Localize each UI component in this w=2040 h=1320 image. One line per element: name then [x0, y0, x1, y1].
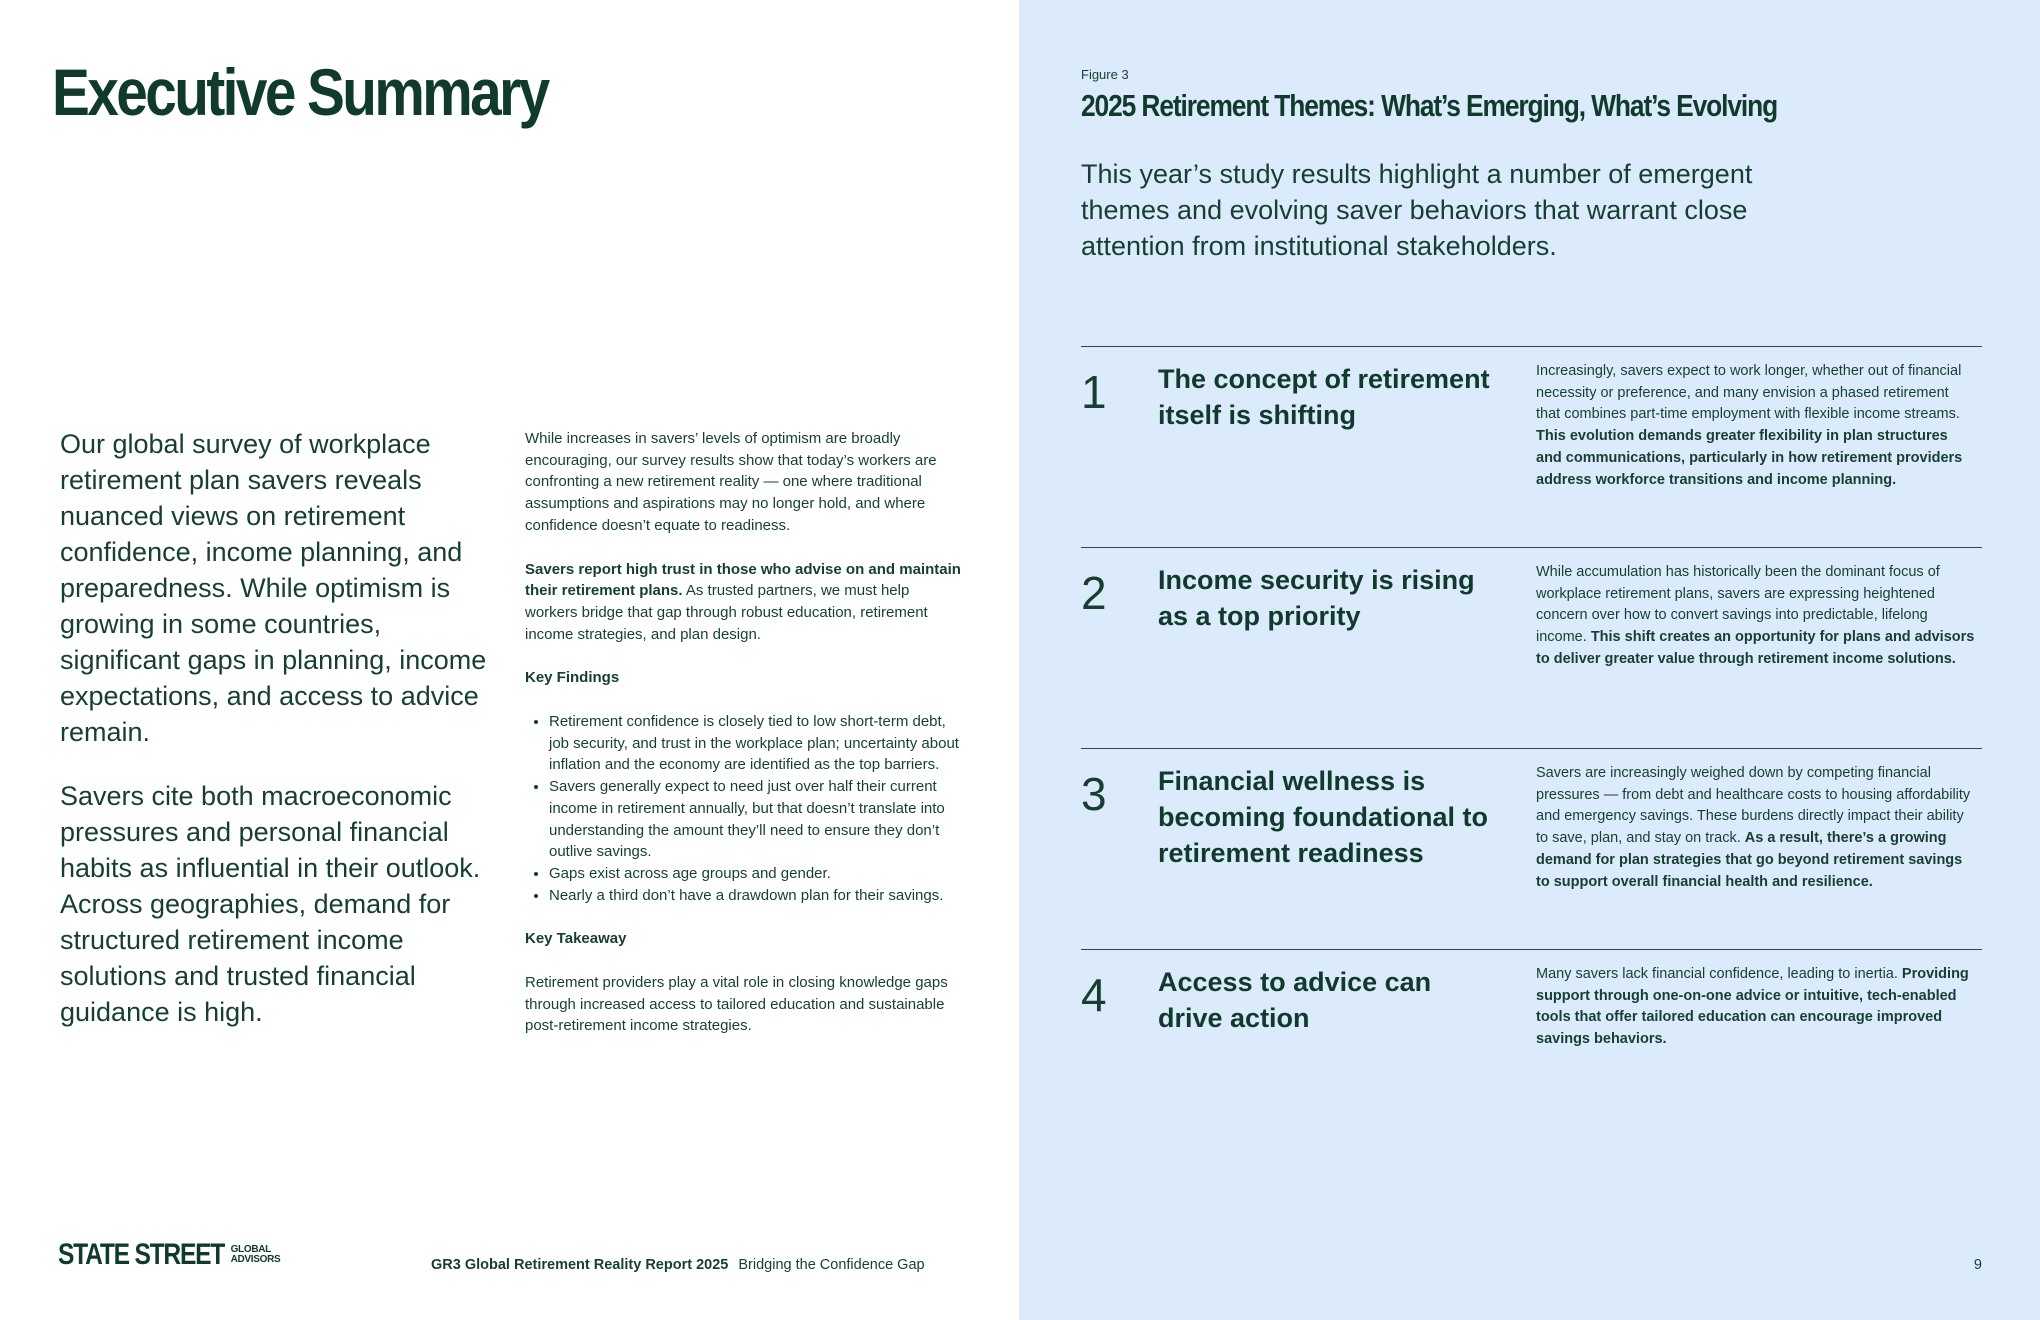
theme-number: 3 [1081, 768, 1107, 820]
theme-title: Income security is rising as a top priority [1158, 565, 1475, 631]
figure-intro: This year’s study results highlight a number of emergent themes and evolving saver behaviors that warrant close attention from institutional stakeholders. [1081, 159, 1753, 261]
list-item: • Savers generally expect to need just over half their current income in retirement annually, but that doesn’t translate into understanding the amount they’ll need to ensure they don’t outlive savings. [549, 776, 965, 863]
theme-title: Financial wellness is becoming foundational to retirement readiness [1158, 766, 1488, 868]
right-page [1019, 0, 2040, 1320]
theme-description [1536, 763, 1976, 893]
theme-item [1081, 346, 1982, 547]
key-findings-heading: Key Findings [525, 669, 620, 687]
theme-number: 1 [1081, 366, 1107, 418]
report-subtitle: Bridging the Confidence Gap [738, 1257, 925, 1273]
body-paragraph [525, 559, 965, 646]
key-takeaway-heading: Key Takeaway [525, 930, 627, 948]
body-text: As trusted partners, we must help workers bridge that gap through robust education, retirement income strategies, and plan design. [525, 582, 928, 643]
theme-description [1536, 964, 1976, 1051]
themes-list [1081, 346, 1982, 1150]
report-title: GR3 Global Retirement Reality Report 2025 [431, 1257, 729, 1273]
theme-title: The concept of retirement itself is shifting [1158, 364, 1490, 430]
theme-number: 2 [1081, 567, 1107, 619]
theme-desc-text: Savers are increasingly weighed down by competing financial pressures — from debt and healthcare costs to housing affordability and emergency savings. These burdens directly impact their ability to save, plan, and stay on track. [1536, 765, 1971, 847]
left-page [0, 0, 1019, 1320]
page-title: Executive Summary [52, 55, 548, 129]
body-strong-text: Savers report high trust in those who advise on and maintain their retirement plans. [525, 560, 961, 600]
theme-desc-text: Increasingly, savers expect to work longer, whether out of financial necessity or preference, and many envision a phased retirement that combines part-time employment with flexible income streams. [1536, 363, 1962, 423]
page-number: 9 [1973, 1257, 1982, 1273]
theme-number: 4 [1081, 969, 1107, 1021]
key-takeaway-text: Retirement providers play a vital role in closing knowledge gaps through increased access to tailored education and sustainable post-retirement income strategies. [525, 974, 948, 1035]
theme-desc-strong: This shift creates an opportunity for plans and advisors to deliver greater value through retirement income solutions. [1536, 629, 1975, 667]
list-item: • Gaps exist across age groups and gender. [549, 863, 965, 885]
theme-item [1081, 547, 1982, 748]
figure-title: 2025 Retirement Themes: What’s Emerging, What’s Evolving [1081, 88, 1778, 123]
theme-desc-text: While accumulation has historically been the dominant focus of workplace retirement plans, savers are expressing heightened concern over how to convert savings into predictable, lifelong income. [1536, 564, 1940, 646]
theme-desc-text: Many savers lack financial confidence, leading to inertia. [1536, 966, 1902, 982]
theme-desc-strong: This evolution demands greater flexibility in plan structures and communications, particularly in how retirement providers address workforce transitions and income planning. [1536, 428, 1963, 488]
logo-wordmark: STATE STREET [58, 1238, 225, 1271]
figure-label: Figure 3 [1081, 67, 1129, 82]
logo-subtitle: GLOBAL ADVISORS [230, 1244, 281, 1265]
intro-paragraph: Our global survey of workplace retirement plan savers reveals nuanced views on retirement confidence, income planning, and preparedness. While optimism is growing in some countries, significant gaps in planning, income expectations, and access to advice remain. [60, 429, 487, 747]
key-findings-list [525, 711, 965, 906]
theme-desc-strong: As a result, there’s a growing demand for plan strategies that go beyond retirement savings to support overall financial health and resilience. [1536, 830, 1963, 890]
list-item: • Nearly a third don’t have a drawdown plan for their savings. [549, 885, 965, 907]
body-paragraph: While increases in savers’ levels of optimism are broadly encouraging, our survey results show that today’s workers are confronting a new retirement reality — one where traditional assumptions and aspirations may no longer hold, and where confidence doesn’t equate to readiness. [525, 430, 937, 534]
theme-item [1081, 748, 1982, 949]
footer-report-title [431, 1257, 925, 1273]
intro-text [60, 426, 500, 1058]
body-column [525, 428, 965, 1059]
intro-paragraph: Savers cite both macroeconomic pressures and personal financial habits as influential in their outlook. Across geographies, demand for structured retirement income solutions and trusted financial guidance is high. [60, 781, 481, 1027]
theme-title: Access to advice can drive action [1158, 967, 1432, 1033]
state-street-logo [58, 1240, 291, 1270]
theme-item [1081, 949, 1982, 1150]
theme-description [1536, 562, 1976, 671]
theme-description [1536, 361, 1976, 491]
list-item: • Retirement confidence is closely tied to low short-term debt, job security, and trust in the workplace plan; uncertainty about inflation and the economy are identified as the top barriers. [549, 711, 965, 776]
theme-desc-strong: Providing support through one-on-one advice or intuitive, tech-enabled tools that offer tailored education can encourage improved savings behaviors. [1536, 966, 1969, 1048]
